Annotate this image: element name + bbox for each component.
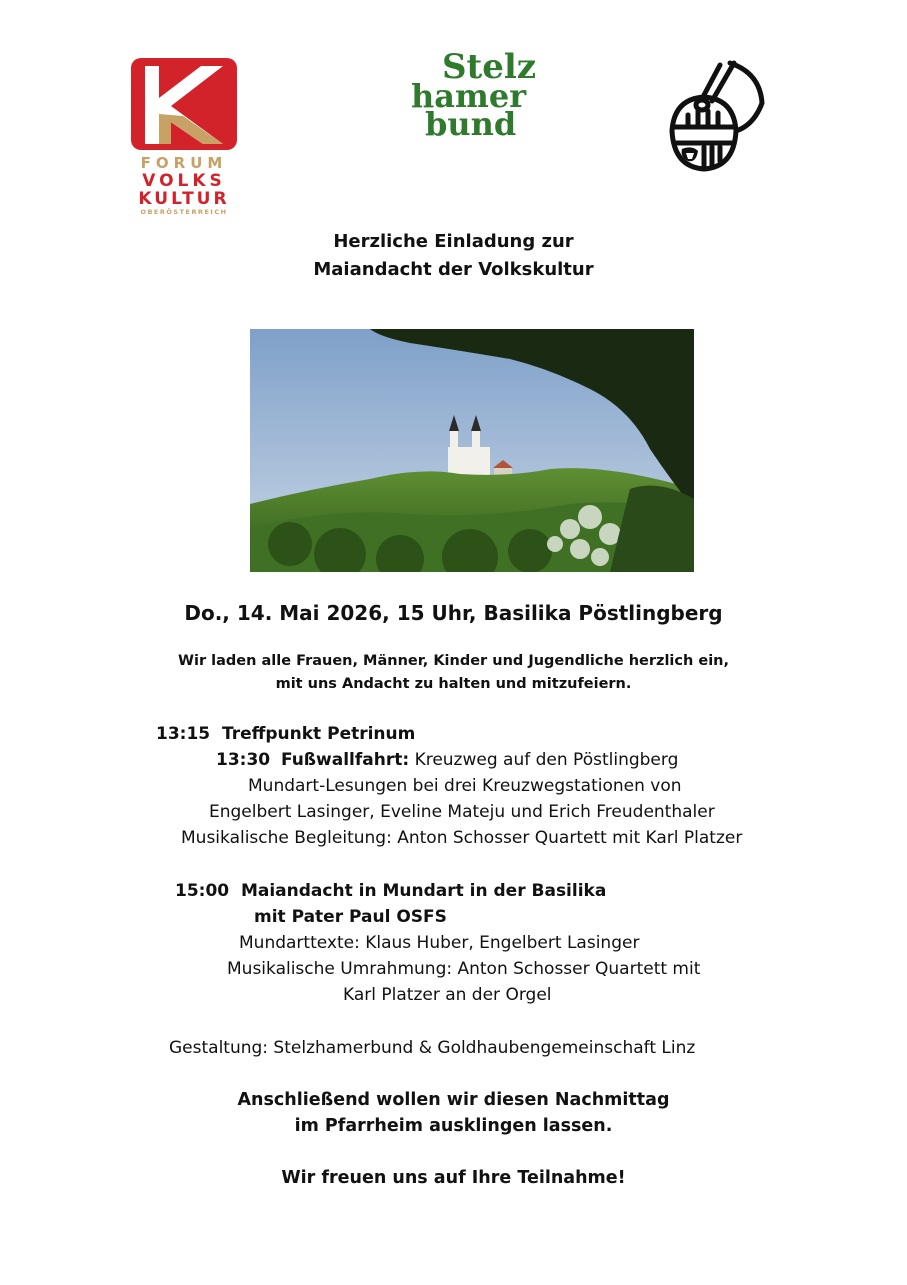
stelzhamerbund-logo	[405, 40, 545, 150]
schedule-time: 13:30	[216, 750, 271, 770]
intro-line-2: mit uns Andacht zu halten und mitzufeiern.	[275, 676, 632, 692]
closing-line-1: Anschließend wollen wir diesen Nachmittag	[237, 1090, 670, 1110]
forum-text: FORUM	[140, 154, 228, 172]
schedule-item-fusswallfahrt	[216, 749, 678, 771]
kultur-text: KULTUR	[138, 189, 230, 209]
title-line-2: Maiandacht der Volkskultur	[313, 259, 594, 280]
schedule-detail: Mundart-Lesungen bei drei Kreuzwegstationen von	[248, 776, 682, 796]
closing-line-3: Wir freuen uns auf Ihre Teilnahme!	[281, 1168, 626, 1188]
oberoesterreich-text: OBERÖSTERREICH	[140, 208, 228, 216]
schedule-title: Maiandacht in Mundart in der Basilika	[240, 881, 607, 901]
intro-line-1: Wir laden alle Frauen, Männer, Kinder und Jugendliche herzlich ein,	[177, 653, 729, 669]
schedule-time: 15:00	[175, 881, 230, 901]
schedule-title: Fußwallfahrt:	[280, 750, 410, 770]
organizers-line: Gestaltung: Stelzhamerbund & Goldhaubengemeinschaft Linz	[169, 1038, 696, 1058]
goldhaube-helmet-icon	[664, 55, 774, 175]
schedule-item-treffpunkt	[156, 723, 415, 745]
stelz-text: Stelz	[442, 47, 537, 87]
page-title	[0, 228, 907, 284]
event-date-line: Do., 14. Mai 2026, 15 Uhr, Basilika Pöstlingberg	[184, 601, 723, 625]
schedule-detail: Musikalische Begleitung: Anton Schosser Quartett mit Karl Platzer	[181, 828, 743, 848]
schedule-item-maiandacht	[175, 880, 606, 902]
schedule-time: 13:15	[156, 724, 211, 744]
schedule-detail: Mundarttexte: Klaus Huber, Engelbert Lasinger	[239, 933, 640, 953]
forum-k-icon	[131, 58, 237, 150]
goldhaube-logo	[664, 55, 774, 175]
schedule-title: Treffpunkt Petrinum	[221, 724, 416, 744]
schedule-desc: Kreuzweg auf den Pöstlingberg	[414, 750, 679, 770]
bund-text: bund	[425, 105, 517, 143]
schedule-detail: mit Pater Paul OSFS	[254, 907, 447, 927]
volks-text: VOLKS	[142, 171, 226, 191]
title-line-1: Herzliche Einladung zur	[333, 231, 574, 252]
hamer-text: hamer	[411, 77, 527, 115]
schedule-detail: Engelbert Lasinger, Eveline Mateju und Erich Freudenthaler	[209, 802, 715, 822]
invitation-text	[0, 650, 907, 696]
schedule-detail: Musikalische Umrahmung: Anton Schosser Quartett mit	[227, 959, 701, 979]
schedule-detail: Karl Platzer an der Orgel	[343, 985, 552, 1005]
basilika-photo	[250, 329, 694, 572]
closing-line-2: im Pfarrheim ausklingen lassen.	[294, 1116, 613, 1136]
forum-volkskultur-logo	[131, 58, 237, 218]
